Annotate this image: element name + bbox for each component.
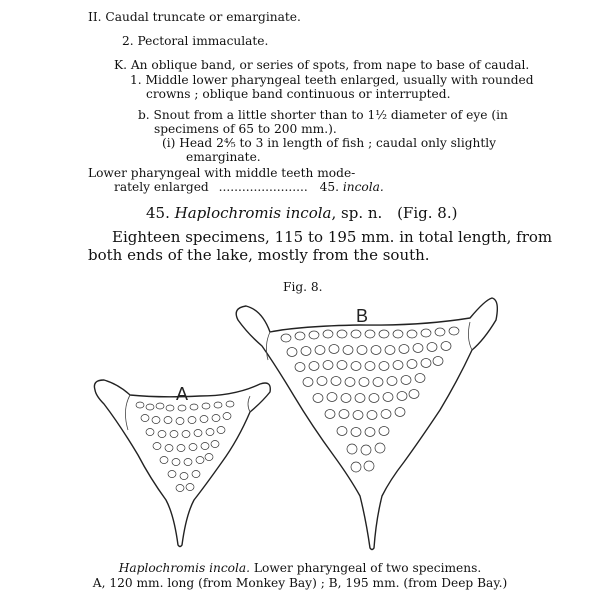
species-name: Haplochromis incola <box>174 204 332 222</box>
description-line-2: both ends of the lake, mostly from the south. <box>88 246 430 264</box>
key-line-snout: b. Snout from a little shorter than to 1½ diameter of eye (in <box>138 108 508 122</box>
key-line-caudal: II. Caudal truncate or emarginate. <box>88 10 301 24</box>
description-line-1: Eighteen specimens, 115 to 195 mm. in total length, from <box>112 228 553 246</box>
key-species-name: incola. <box>342 180 384 194</box>
key-line-specimens: specimens of 65 to 200 mm.). <box>154 122 337 136</box>
figure-caption-line-1 <box>0 561 600 575</box>
key-line-lower-pharyngeal: Lower pharyngeal with middle teeth mode- <box>88 166 356 180</box>
species-heading <box>146 206 457 220</box>
pharyngeal-b-teeth <box>281 327 459 472</box>
key-line-teeth: 1. Middle lower pharyngeal teeth enlarged, usually with rounded <box>130 73 534 87</box>
key-leader-dots: ....................... <box>218 180 308 194</box>
species-suffix: , sp. n. <box>331 204 383 222</box>
figure-label: Fig. 8. <box>283 280 323 294</box>
key-line-band: K. An oblique band, or series of spots, from nape to base of caudal. <box>114 58 530 72</box>
species-fig-ref: (Fig. 8.) <box>397 204 458 222</box>
key-line-emarginate: emarginate. <box>186 150 261 164</box>
key-line-crowns: crowns ; oblique band continuous or interrupted. <box>146 87 451 101</box>
specimen-b-label: B <box>356 306 369 326</box>
species-number: 45. <box>146 204 170 222</box>
caption-species-name: Haplochromis incola. <box>118 561 251 575</box>
figure-caption-line-2: A, 120 mm. long (from Monkey Bay) ; B, 195 mm. (from Deep Bay.) <box>92 576 508 590</box>
key-line-pectoral: 2. Pectoral immaculate. <box>122 34 269 48</box>
pharyngeal-b-outline <box>236 298 497 550</box>
key-line-enlarged <box>114 180 384 194</box>
figure-8-drawing <box>0 290 600 560</box>
key-line-head: (i) Head 2⅘ to 3 in length of fish ; caudal only slightly <box>162 136 497 150</box>
caption-description: Lower pharyngeal of two specimens. <box>250 561 482 575</box>
key-enlarged-text: rately enlarged <box>114 180 209 194</box>
specimen-a-label: A <box>176 384 189 404</box>
key-species-number: 45. <box>319 180 339 194</box>
